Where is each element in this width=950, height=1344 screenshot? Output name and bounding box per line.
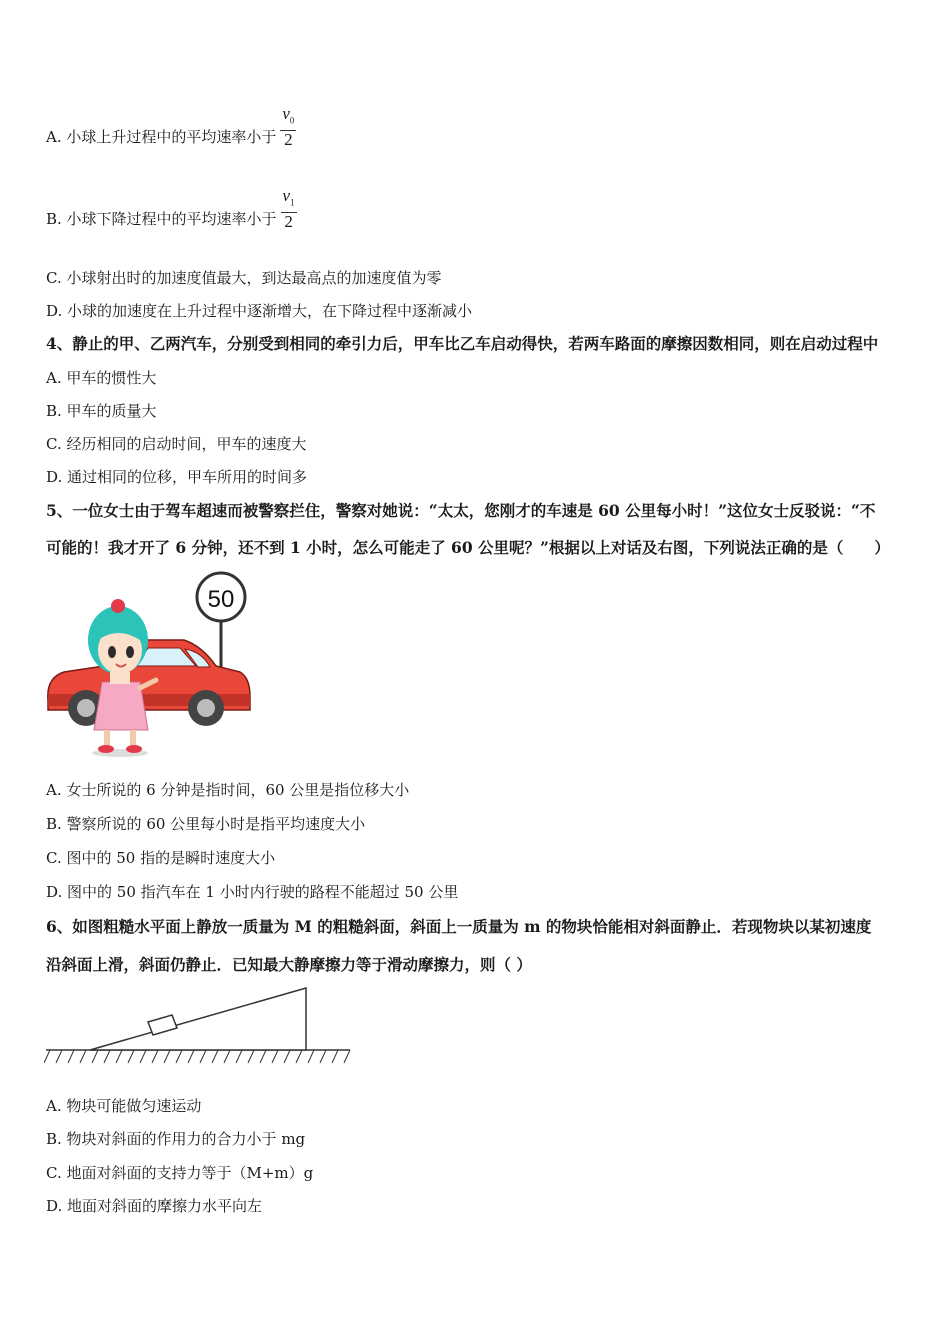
q5-option-b: B. 警察所说的 60 公里每小时是指平均速度大小 bbox=[46, 815, 366, 833]
q3-option-d: D. 小球的加速度在上升过程中逐渐增大，在下降过程中逐渐减小 bbox=[46, 302, 473, 320]
speed-limit-value: 50 bbox=[207, 586, 235, 613]
q4-stem: 4、静止的甲、乙两汽车，分别受到相同的牵引力后，甲车比乙车启动得快，若两车路面的摩擦因数相同，则在启动过程中 bbox=[46, 334, 879, 353]
q5-stem-line2: 可能的！我才开了 6 分钟，还不到 1 小时，怎么可能走了 60 公里呢？”根据以上对话及右图，下列说法正确的是（ ） bbox=[46, 538, 890, 557]
q4-option-c: C. 经历相同的启动时间，甲车的速度大 bbox=[46, 435, 307, 453]
q6-option-a: A. 物块可能做匀速运动 bbox=[46, 1097, 202, 1115]
q6-option-b: B. 物块对斜面的作用力的合力小于 mg bbox=[46, 1130, 306, 1148]
q4-option-d: D. 通过相同的位移，甲车所用的时间多 bbox=[46, 468, 308, 486]
q5-stem-line1: 5、一位女士由于驾车超速而被警察拦住，警察对她说：“太太，您刚才的车速是 60 公里每小时！”这位女士反驳说：“不 bbox=[46, 501, 876, 520]
q4-option-a: A. 甲车的惯性大 bbox=[46, 369, 157, 387]
fraction-v0-over-2: $\frac{v_0}{2}$ bbox=[282, 104, 295, 149]
incline-block-figure bbox=[44, 985, 354, 1067]
q5-option-d: D. 图中的 50 指汽车在 1 小时内行驶的路程不能超过 50 公里 bbox=[46, 883, 459, 901]
girl-eye-right bbox=[126, 646, 134, 658]
girl-shoe-left bbox=[98, 745, 114, 753]
q3-option-a bbox=[46, 104, 296, 149]
q3-option-b-text: B. 小球下降过程中的平均速率小于 bbox=[46, 210, 277, 228]
q6-stem-line2: 沿斜面上滑，斜面仍静止．已知最大静摩擦力等于滑动摩擦力，则（ ） bbox=[46, 955, 532, 974]
q6-option-c: C. 地面对斜面的支持力等于（M+m）g bbox=[46, 1164, 314, 1182]
q4-option-b: B. 甲车的质量大 bbox=[46, 402, 157, 420]
car-girl-speed-sign-figure bbox=[44, 570, 254, 762]
ground-hatching bbox=[44, 1050, 350, 1063]
q3-option-a-text: A. 小球上升过程中的平均速率小于 bbox=[46, 128, 277, 146]
incline-wedge bbox=[90, 988, 306, 1050]
q3-option-b bbox=[46, 186, 297, 231]
girl-hair-bow bbox=[111, 599, 125, 613]
girl-eye-left bbox=[108, 646, 116, 658]
q5-option-a: A. 女士所说的 6 分钟是指时间，60 公里是指位移大小 bbox=[46, 781, 410, 799]
q6-option-d: D. 地面对斜面的摩擦力水平向左 bbox=[46, 1197, 263, 1215]
q6-stem-line1: 6、如图粗糙水平面上静放一质量为 M 的粗糙斜面，斜面上一质量为 m 的物块恰能相对斜面静止．若现物块以某初速度 bbox=[46, 917, 872, 936]
fraction-v1-over-2: $\frac{v_1}{2}$ bbox=[282, 186, 295, 231]
q3-option-c: C. 小球射出时的加速度值最大，到达最高点的加速度值为零 bbox=[46, 269, 442, 287]
girl-shoe-right bbox=[126, 745, 142, 753]
q5-option-c: C. 图中的 50 指的是瞬时速度大小 bbox=[46, 849, 276, 867]
